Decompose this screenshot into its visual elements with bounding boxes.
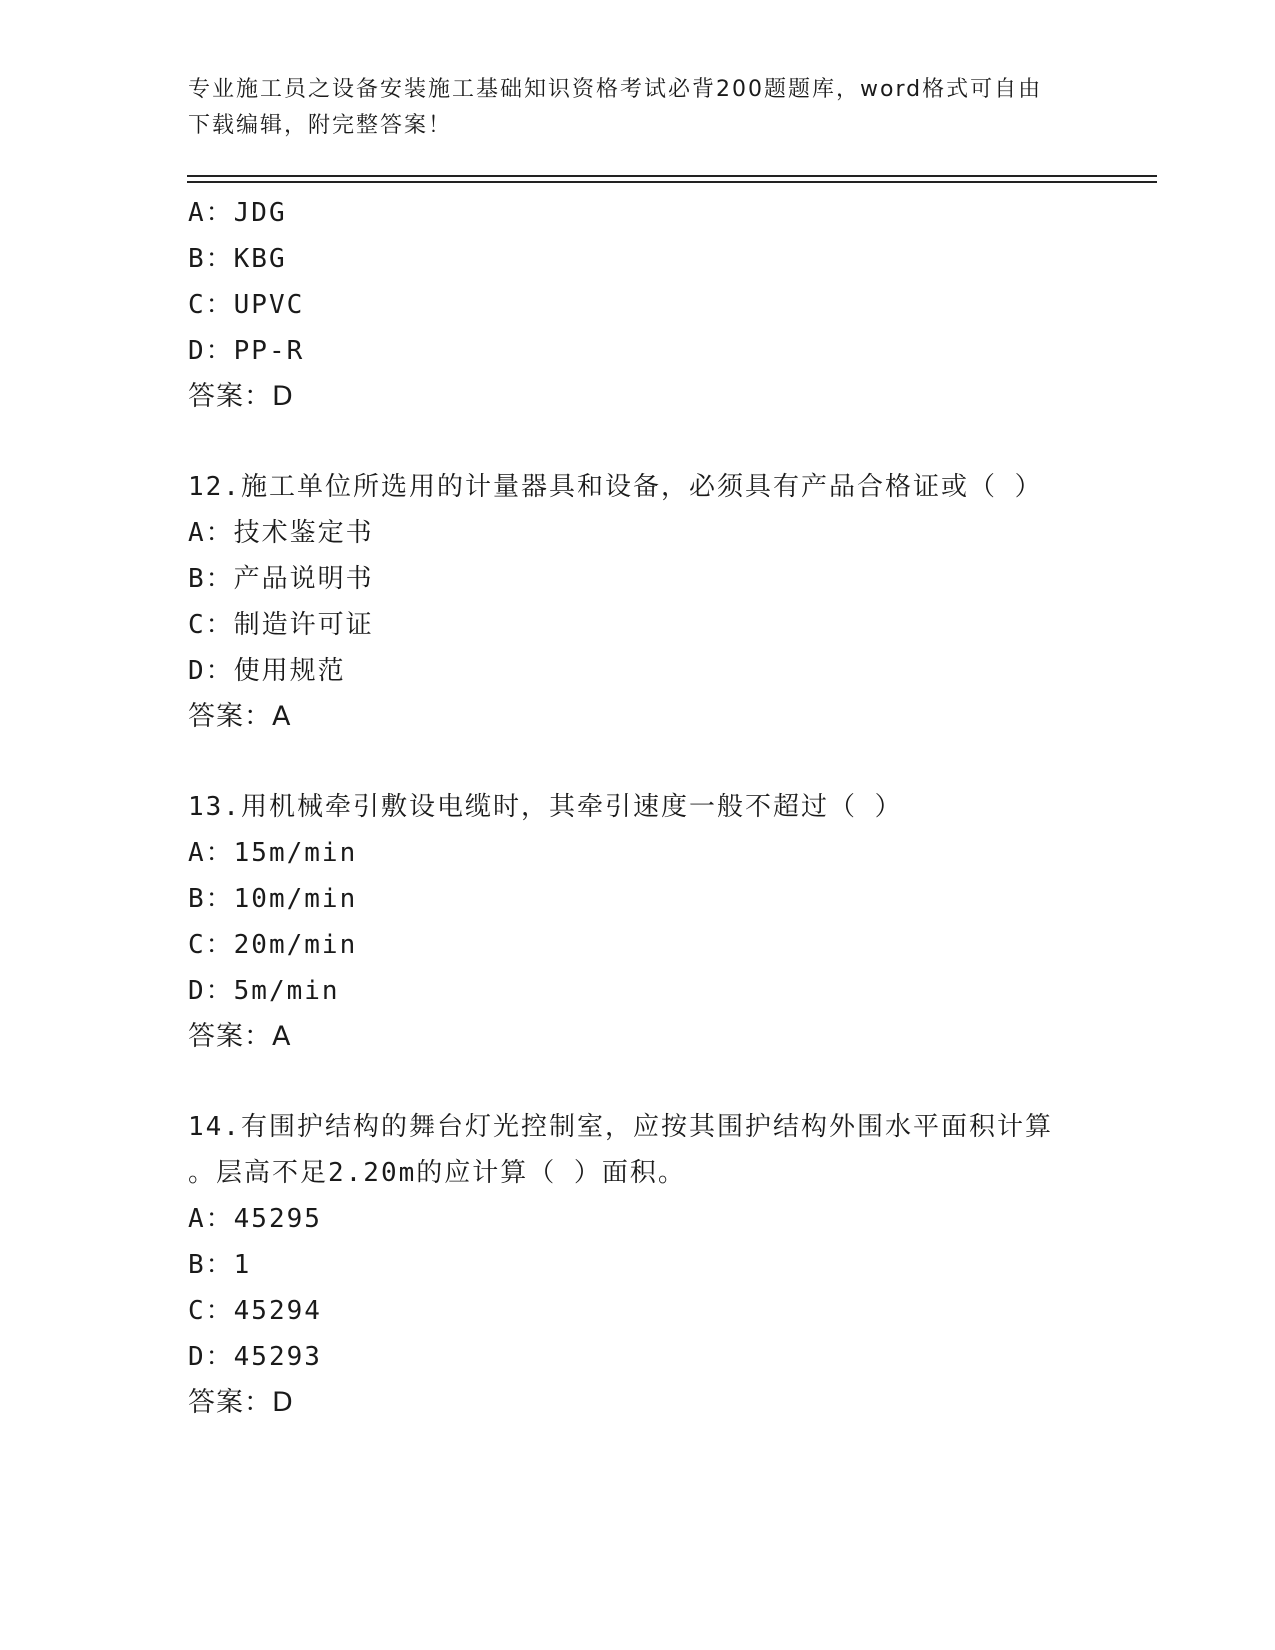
option-a: A：技术鉴定书 [188,518,374,548]
option-c: C：UPVC [188,290,305,320]
document-title-line-2: 下载编辑，附完整答案！ [188,113,453,138]
option-c: C：制造许可证 [188,610,374,640]
option-b: B：产品说明书 [188,564,374,594]
question-list [188,190,1088,1426]
answer-line: 答案：A [188,1021,292,1052]
option-b: B：KBG [188,244,287,274]
option-b: B：1 [188,1250,252,1280]
answer-line: 答案：D [188,1387,294,1418]
question-stem-line-2: 。层高不足2.20m的应计算（ ）面积。 [188,1158,686,1188]
answer-line: 答案：D [188,381,294,412]
option-a: A：JDG [188,198,287,228]
question-13 [188,784,1088,1060]
option-d: D：5m/min [188,976,340,1006]
header-divider-bottom [187,181,1157,183]
option-d: D：45293 [188,1342,322,1372]
option-d: D：PP-R [188,336,305,366]
option-a: A：15m/min [188,838,358,868]
option-a: A：45295 [188,1204,322,1234]
option-b: B：10m/min [188,884,358,914]
header-divider-top [187,175,1157,177]
option-c: C：45294 [188,1296,322,1326]
option-d: D：使用规范 [188,656,346,686]
spacer [188,740,1088,784]
spacer [188,1060,1088,1104]
question-stem-line-1: 14.有围护结构的舞台灯光控制室，应按其围护结构外围水平面积计算 [188,1112,1053,1142]
document-header [188,72,1088,144]
spacer [188,420,1088,464]
question-12 [188,464,1088,740]
question-14 [188,1104,1088,1426]
option-c: C：20m/min [188,930,358,960]
question-stem: 13.用机械牵引敷设电缆时，其牵引速度一般不超过（ ） [188,792,903,822]
answer-line: 答案：A [188,701,292,732]
question-stem: 12.施工单位所选用的计量器具和设备，必须具有产品合格证或（ ） [188,472,1043,502]
document-title-line-1: 专业施工员之设备安装施工基础知识资格考试必背200题题库，word格式可自由 [188,77,1043,102]
question-11 [188,190,1088,420]
